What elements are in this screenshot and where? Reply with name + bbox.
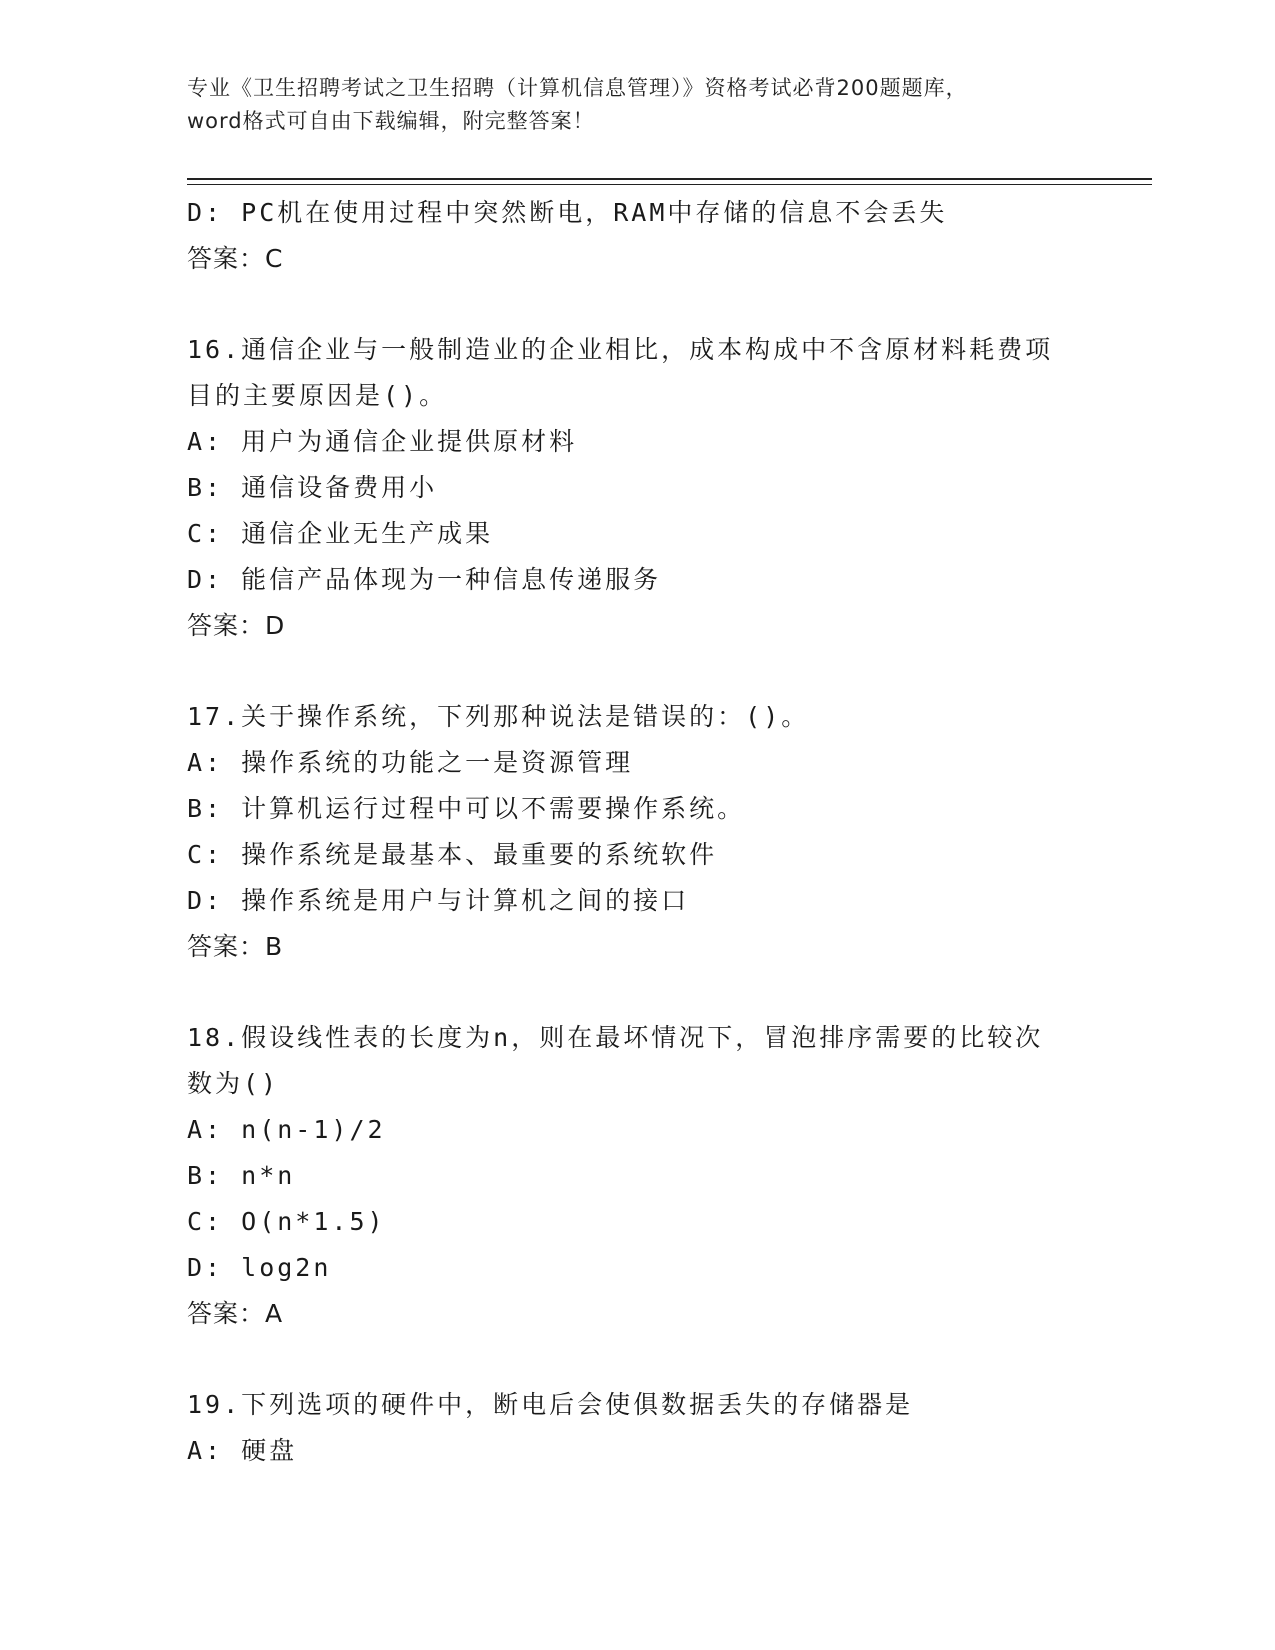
question-15-tail	[187, 190, 1107, 282]
header-title-line-2: word格式可自由下载编辑，附完整答案！	[187, 109, 595, 133]
spacer	[187, 970, 1107, 1015]
header-divider-thick	[187, 178, 1152, 180]
option-a: A: 操作系统的功能之一是资源管理	[187, 748, 634, 777]
question-16	[187, 327, 1107, 649]
question-stem: 17.关于操作系统，下列那种说法是错误的：()。	[187, 702, 810, 731]
option-b: B: 通信设备费用小	[187, 473, 438, 502]
question-stem: 18.假设线性表的长度为n，则在最坏情况下，冒泡排序需要的比较次	[187, 1023, 1044, 1052]
option-d: D: PC机在使用过程中突然断电，RAM中存储的信息不会丢失	[187, 198, 948, 227]
question-stem-continued: 数为()	[187, 1069, 280, 1098]
spacer	[187, 649, 1107, 694]
answer: 答案：C	[187, 244, 284, 273]
option-d: D: log2n	[187, 1253, 332, 1282]
question-17	[187, 694, 1107, 970]
answer: 答案：D	[187, 611, 286, 640]
question-18	[187, 1015, 1107, 1337]
document-header	[187, 72, 1087, 138]
spacer	[187, 1337, 1107, 1382]
option-c: C: 通信企业无生产成果	[187, 519, 494, 548]
option-a: A: 用户为通信企业提供原材料	[187, 427, 578, 456]
question-stem-continued: 目的主要原因是()。	[187, 381, 448, 410]
header-title-line-1: 专业《卫生招聘考试之卫生招聘（计算机信息管理）》资格考试必背200题题库，	[187, 76, 968, 100]
option-a: A: 硬盘	[187, 1436, 298, 1465]
option-d: D: 操作系统是用户与计算机之间的接口	[187, 886, 690, 915]
option-c: C: 操作系统是最基本、最重要的系统软件	[187, 840, 718, 869]
question-stem: 19.下列选项的硬件中，断电后会使俱数据丢失的存储器是	[187, 1390, 914, 1419]
option-c: C: O(n*1.5)	[187, 1207, 386, 1236]
answer: 答案：B	[187, 932, 284, 961]
answer: 答案：A	[187, 1299, 284, 1328]
option-b: B: 计算机运行过程中可以不需要操作系统。	[187, 794, 746, 823]
header-divider-thin	[187, 184, 1152, 185]
option-a: A: n(n-1)/2	[187, 1115, 386, 1144]
question-19	[187, 1382, 1107, 1474]
option-b: B: n*n	[187, 1161, 296, 1190]
spacer	[187, 282, 1107, 327]
question-list	[187, 190, 1107, 1474]
option-d: D: 能信产品体现为一种信息传递服务	[187, 565, 662, 594]
question-stem: 16.通信企业与一般制造业的企业相比，成本构成中不含原材料耗费项	[187, 335, 1054, 364]
